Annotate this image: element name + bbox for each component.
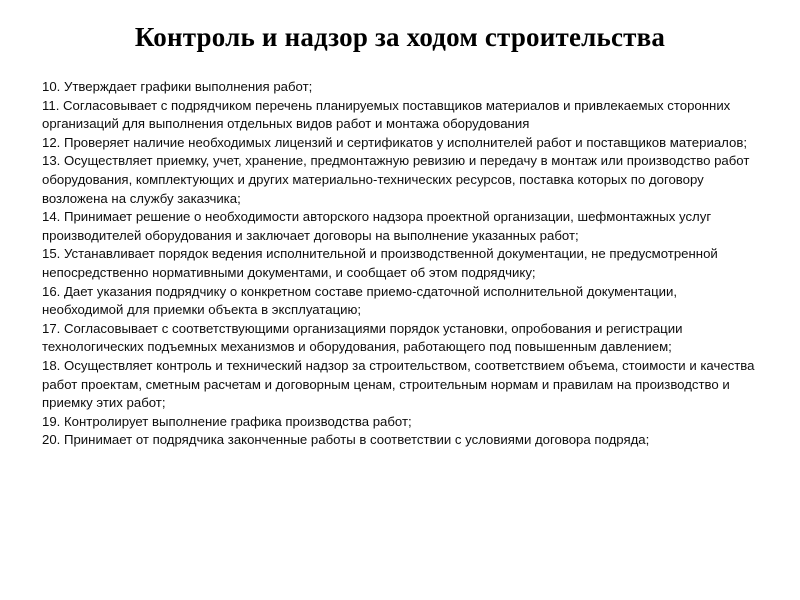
slide-body [42,78,758,450]
page-title: Контроль и надзор за ходом строительства [134,22,666,52]
list-item: 12. Проверяет наличие необходимых лицензий и сертификатов у исполнителей работ и поставщиков материалов; [42,134,747,150]
list-item: 16. Дает указания подрядчику о конкретном составе приемо-сдаточной исполнительной документации, необходимой для приемки объекта в эксплуатацию; [42,283,678,318]
list-item: 19. Контролирует выполнение графика производства работ; [42,413,412,429]
list-item: 10. Утверждает графики выполнения работ; [42,79,313,94]
list-item: 15. Устанавливает порядок ведения исполнительной и производственной документации, не предусмотренной непосредственно нормативными документами, и сообщает об этом подрядчику; [42,246,718,280]
list-item: 13. Осуществляет приемку, учет, хранение, предмонтажную ревизию и передачу в монтаж или производство работ оборудования, комплектующих и других материально-технических ресурсов, поставка которых по договору возложена на службу заказчика; [42,153,750,206]
list-item: 18. Осуществляет контроль и технический надзор за строительством, соответствием объема, стоимости и качества работ проектам, сметным расчетам и договорным ценам, строительным нормам и правилам на производство и приемку этих работ; [42,357,755,411]
list-item: 11. Согласовывает с подрядчиком перечень планируемых поставщиков материалов и привлекаемых сторонних организаций для выполнения отдельных видов работ и монтажа оборудования [42,97,731,132]
list-item: 20. Принимает от подрядчика законченные работы в соответствии с условиями договора подряда; [42,432,650,448]
list-item: 14. Принимает решение о необходимости авторского надзора проектной организации, шефмонтажных услуг производителей оборудования и заключает договоры на выполнение указанных работ; [42,209,712,243]
list-item: 17. Согласовывает с соответствующими организациями порядок установки, опробования и регистрации технологических подъемных механизмов и оборудования, работающего под повышенным давлением; [42,320,683,355]
